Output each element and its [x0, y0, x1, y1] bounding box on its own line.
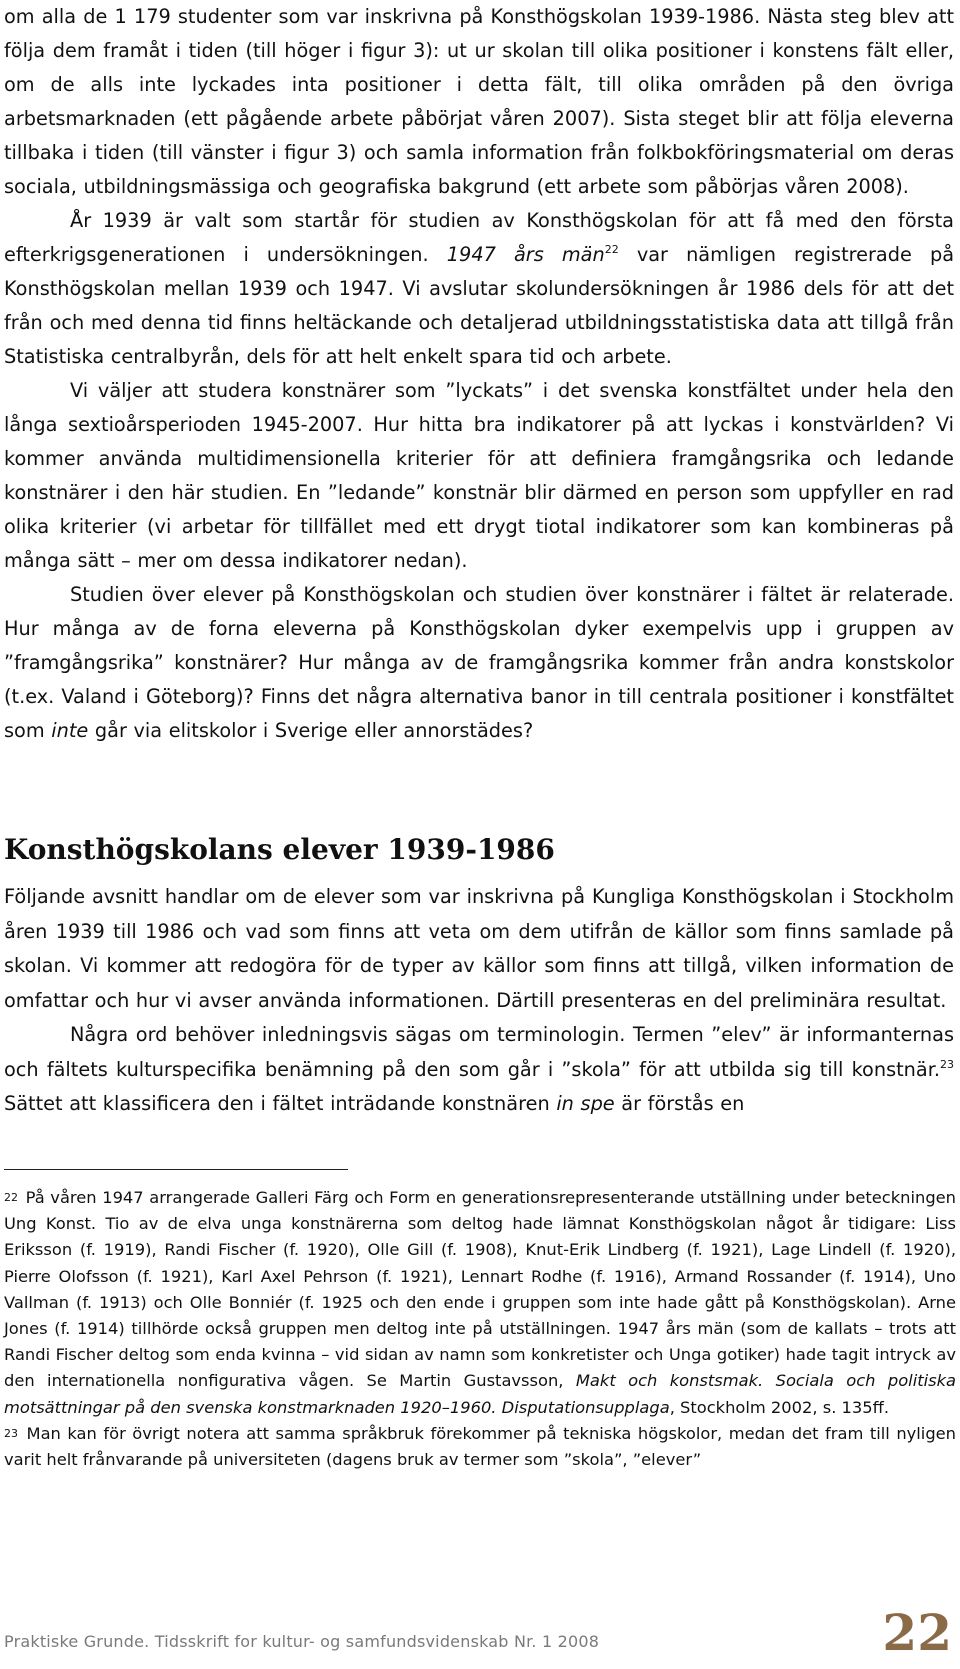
paragraph-4-italic: inte	[51, 719, 89, 742]
section-paragraph-2-middle: Sättet att klassificera den i fältet inträdande konstnären	[4, 1092, 557, 1115]
footnote-22-italic: Makt och konstsmak. Sociala och politiska motsättningar på den svenska konstmarknaden 1920–1960. Disputationsupplaga	[4, 1371, 957, 1417]
section-heading: Konsthögskolans elever 1939-1986	[4, 833, 555, 866]
paragraph-2-italic: 1947 års män	[446, 243, 605, 266]
paragraph-2	[4, 204, 954, 374]
footnote-ref-23[interactable]: 23	[940, 1057, 954, 1071]
page-number: 22	[882, 1603, 952, 1662]
section-paragraph-2-after: är förstås en	[614, 1092, 745, 1115]
paragraph-4-before: Studien över elever på Konsthögskolan och studien över konstnärer i fältet är relaterade. Hur många av de forna eleverna på Konsthögskolan dyker exempelvis upp i gruppen av ”framgångsrika” konstnärer? Hur många av de framgångsrika kommer från andra konstskolor (t.ex. Valand i Göteborg)? Finns det några alternativa banor in till centrala positioner i konstfältet som	[4, 583, 954, 742]
paragraph-1-part-2: Sista steget blir att följa eleverna tillbaka i tiden (till vänster i figur 3) och samla information från folkbokföringsmaterial om deras sociala, utbildningsmässiga och geografiska bakgrund (ett arbete som påbörjas våren 2008).	[4, 107, 954, 198]
paragraph-1-part-1: om alla de 1 179 studenter som var inskrivna på Konsthögskolan 1939-1986. Nästa steg blev att följa dem framåt i tiden (till höger i figur 3): ut ur skolan till olika positioner i konstens fält eller, om de alls inte lyckades inta positioner i detta fält, till olika områden på den övriga arbetsmarknaden (ett pågående arbete påbörjat våren 2007).	[4, 5, 954, 130]
journal-footer: Praktiske Grunde. Tidsskrift for kultur- og samfundsvidenskab Nr. 1 2008	[4, 1632, 600, 1651]
section-paragraph-1: Följande avsnitt handlar om de elever som var inskrivna på Kungliga Konsthögskolan i Stockholm åren 1939 till 1986 och vad som finns att veta om dem utifrån de källor som finns samlade på skolan. Vi kommer att redogöra för de typer av källor som finns att tillgå, vilken information de omfattar och hur vi avser använda informationen. Därtill presenteras en del preliminära resultat.	[4, 885, 954, 1012]
section-paragraph-2-before: Några ord behöver inledningsvis sägas om terminologin. Termen ”elev” är informanternas och fältets kulturspecifika benämning på den som går i ”skola” för att utbilda sig till konstnär.	[4, 1023, 954, 1081]
paragraph-3: Vi väljer att studera konstnärer som ”lyckats” i det svenska konstfältet under hela den långa sextioårsperioden 1945-2007. Hur hitta bra indikatorer på att lyckas i konstvärlden? Vi kommer använda multidimensionella kriterier för att definiera framgångsrika och ledande konstnärer i den här studien. En ”ledande” konstnär blir därmed en person som uppfyller en rad olika kriterier (vi arbetar för tillfället med ett drygt tiotal indikatorer som kan kombineras på många sätt – mer om dessa indikatorer nedan).	[4, 379, 954, 572]
footnote-ref-22[interactable]: 22	[604, 243, 619, 256]
paragraph-2-after: var nämligen registrerade på Konsthögskolan mellan 1939 och 1947. Vi avslutar skolundersökningen år 1986 dels för att det från och med denna tid finns heltäckande och detaljerad utbildningsstatistiska data att tillgå från Statistiska centralbyrån, dels för att helt enkelt spara tid och arbete.	[4, 243, 955, 368]
footnote-22-after: , Stockholm 2002, s. 135ff.	[669, 1397, 890, 1417]
paragraph-4	[4, 578, 954, 748]
footnote-23	[4, 1421, 956, 1473]
footnote-23-text: Man kan för övrigt notera att samma språkbruk förekommer på tekniska högskolor, medan det fram till nyligen varit helt frånvarande på universiteten (dagens bruk av termer som ”skola”, ”elever”	[4, 1423, 956, 1470]
footnote-22	[4, 1185, 956, 1421]
body-text	[4, 0, 954, 748]
paragraph-4-after: går via elitskolor i Sverige eller annorstädes?	[88, 719, 534, 742]
paragraph-2-before: År 1939 är valt som startår för studien av Konsthögskolan för att få med den första efterkrigsgenerationen i undersökningen.	[4, 209, 954, 266]
section-body	[4, 880, 954, 1122]
footnote-23-number: 23	[4, 1426, 18, 1440]
footnote-divider	[4, 1169, 348, 1170]
paragraph-1	[4, 0, 954, 204]
section-paragraph-2-italic: in spe	[556, 1092, 615, 1115]
section-paragraph-2	[4, 1018, 954, 1122]
footnote-22-text: På våren 1947 arrangerade Galleri Färg och Form en generationsrepresenterande utställning under beteckningen Ung Konst. Tio av de elva unga konstnärerna som deltog hade lämnat Konsthögskolan något år tidigare: Liss Eriksson (f. 1919), Randi Fischer (f. 1920), Olle Gill (f. 1908), Knut-Erik Lindberg (f. 1921), Lage Lindell (f. 1920), Pierre Olofsson (f. 1921), Karl Axel Pehrson (f. 1921), Lennart Rodhe (f. 1916), Armand Rossander (f. 1914), Uno Vallman (f. 1913) och Olle Bonniér (f. 1925 och den ende i gruppen som inte hade gått på Konsthögskolan). Arne Jones (f. 1914) tillhörde också gruppen men deltog inte på utställningen. 1947 års män (som de kallats – trots att Randi Fischer deltog som enda kvinna – vid sidan av namn som konkretister och Unga gotiker) hade tagit intryck av den internationella nonfigurativa vågen. Se Martin Gustavsson,	[4, 1188, 956, 1391]
footnotes	[4, 1185, 956, 1473]
footnote-22-number: 22	[4, 1191, 18, 1204]
